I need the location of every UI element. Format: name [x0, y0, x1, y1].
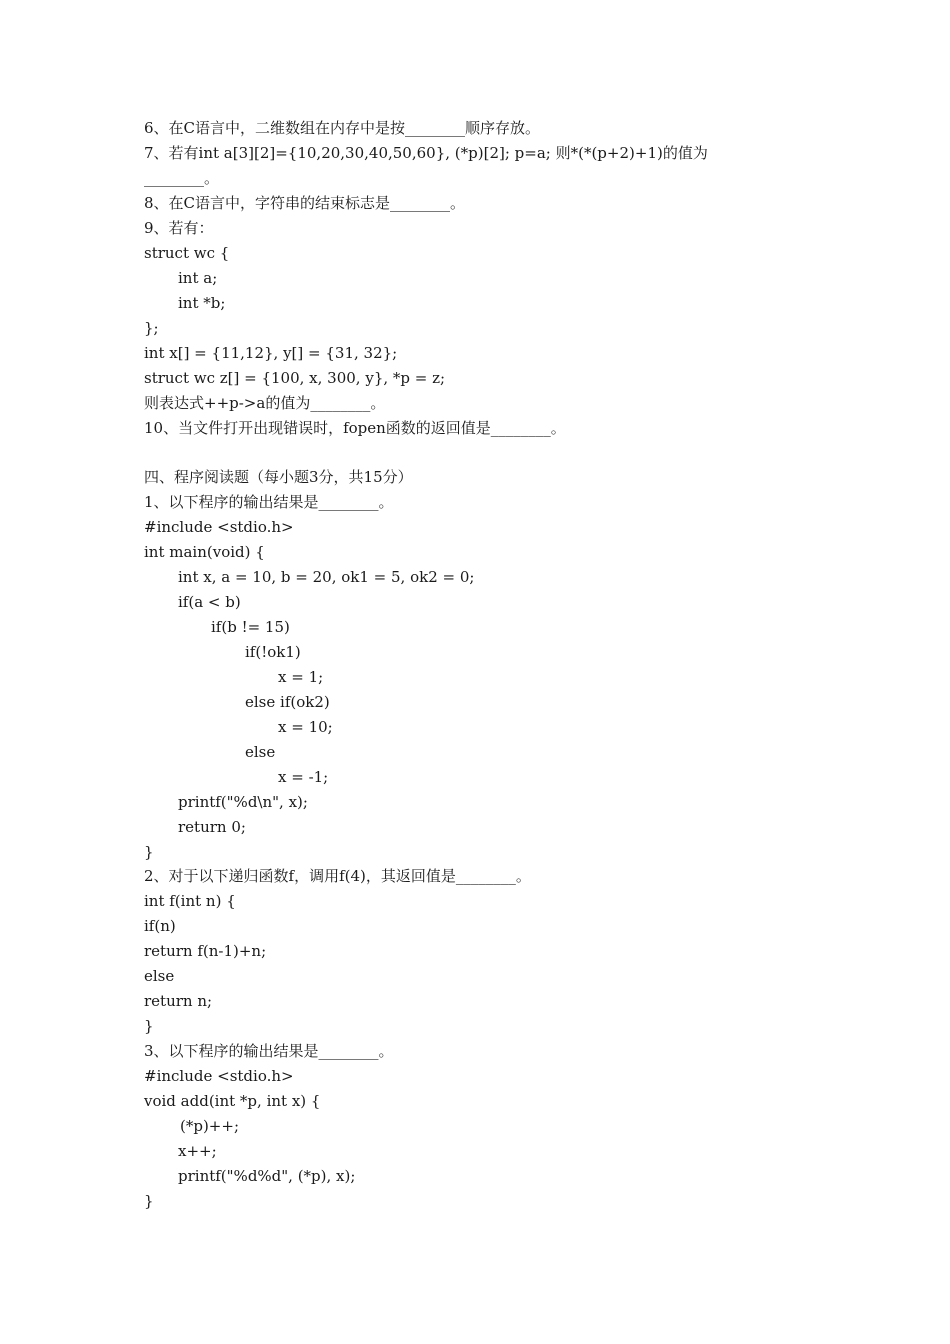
code-line: int x[] = {11,12}, y[] = {31, 32}; — [144, 344, 398, 362]
code-line: #include <stdio.h> — [144, 1067, 294, 1085]
code-line: int f(int n) { — [144, 892, 236, 910]
code-line: else if(ok2) — [245, 693, 330, 711]
code-line: int main(void) { — [144, 543, 265, 561]
code-line: void add(int *p, int x) { — [144, 1092, 321, 1110]
code-line: }; — [144, 319, 159, 337]
code-line: struct wc z[] = {100, x, 300, y}, *p = z; — [144, 369, 446, 387]
code-line: int *b; — [178, 294, 226, 312]
code-line: x = 10; — [278, 718, 333, 736]
code-line: if(a < b) — [178, 593, 241, 611]
code-line: if(b != 15) — [211, 618, 290, 636]
code-line: return f(n-1)+n; — [144, 942, 267, 960]
question-7-blank: ________。 — [144, 169, 220, 187]
code-line: if(!ok1) — [245, 643, 301, 661]
question-8: 8、在C语言中，字符串的结束标志是________。 — [144, 194, 466, 212]
question-9: 9、若有： — [144, 219, 214, 237]
question-7: 7、若有int a[3][2]={10,20,30,40,50,60}, (*p)[2]; p=a; 则*(*(p+2)+1)的值为 — [144, 144, 708, 162]
code-line: x = 1; — [278, 668, 324, 686]
code-line: int x, a = 10, b = 20, ok1 = 5, ok2 = 0; — [178, 568, 475, 586]
code-line: return n; — [144, 992, 213, 1010]
code-line: return 0; — [178, 818, 246, 836]
section-heading: 四、程序阅读题（每小题3分，共15分） — [144, 468, 413, 486]
code-line: else — [144, 967, 175, 985]
code-line: struct wc { — [144, 244, 230, 262]
code-line: x = -1; — [278, 768, 329, 786]
code-line: if(n) — [144, 917, 176, 935]
code-line: } — [144, 1192, 154, 1210]
code-line: else — [245, 743, 276, 761]
code-line: } — [144, 843, 154, 861]
reading-question-3: 3、以下程序的输出结果是________。 — [144, 1042, 394, 1060]
code-line: } — [144, 1017, 154, 1035]
reading-question-2: 2、对于以下递归函数f，调用f(4)，其返回值是________。 — [144, 867, 531, 885]
question-6: 6、在C语言中，二维数组在内存中是按________顺序存放。 — [144, 119, 541, 137]
code-line: (*p)++; — [180, 1117, 239, 1135]
code-line: x++; — [178, 1142, 217, 1160]
code-line: printf("%d\n", x); — [178, 793, 308, 811]
code-line: printf("%d%d", (*p), x); — [178, 1167, 356, 1185]
code-line: int a; — [178, 269, 218, 287]
question-9-ask: 则表达式++p->a的值为________。 — [144, 394, 386, 412]
reading-question-1: 1、以下程序的输出结果是________。 — [144, 493, 394, 511]
code-line: #include <stdio.h> — [144, 518, 294, 536]
question-10: 10、当文件打开出现错误时，fopen函数的返回值是________。 — [144, 419, 566, 437]
